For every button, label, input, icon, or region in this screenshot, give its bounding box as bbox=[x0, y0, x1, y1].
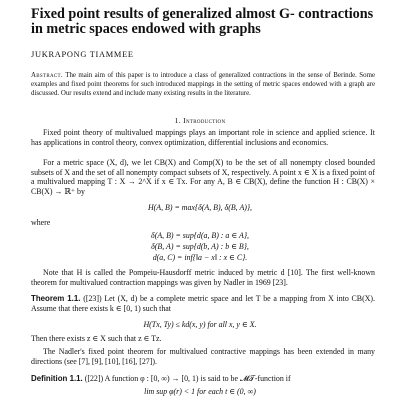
intro-paragraph-4: The Nadler's fixed point theorem for multivalued contractive mappings has been extended in many directions (see [7], [9], [10], [16], [27]). bbox=[31, 347, 375, 366]
theorem-text: ([23]) Let (X, d) be a complete metric space and let T be a mapping from X into CB(X). Assume that there exists k ∈ [0, 1) such that bbox=[31, 294, 375, 313]
abstract-text: The main aim of this paper is to introduce a class of generalized contractions in the sense of Berinde. Some examples and fixed point theorems for such introduced mappings in the setting of metric spaces endowed with a graph are discussed. Our results extend and include many existing results in the literature. bbox=[31, 72, 375, 97]
equation-delta-ab: δ(A, B) = sup{d(a, B) : a ∈ A}, bbox=[151, 231, 249, 240]
equation-delta-ba: δ(B, A) = sup{d(b, A) : b ∈ B}, bbox=[151, 242, 249, 251]
theorem-equation: H(Tx, Ty) ≤ kd(x, y) for all x, y ∈ X. bbox=[143, 320, 257, 329]
theorem-1-1 bbox=[31, 294, 375, 313]
theorem-label: Theorem 1.1. bbox=[31, 294, 81, 303]
intro-paragraph-1: Fixed point theory of multivalued mappings plays an important role in science and applied science. It has applications in control theory, convex optimization, differential inclusions and economics. bbox=[31, 128, 375, 147]
section-heading: 1. Introduction bbox=[174, 116, 226, 125]
intro-paragraph-2: For a metric space (X, d), we let CB(X) and Comp(X) to be the set of all nonempty closed bounded subsets of X and the set of all nonempty compact subsets of X, respectively. A point x ∈ X is a fixed point of a multivalued mapping T : X → 2^X if x ∈ Tx. For any A, B ∈ CB(X), define the function H : CB(X) × CB(X) → ℝ⁺ by bbox=[31, 158, 375, 196]
abstract bbox=[31, 72, 375, 98]
where-text: where bbox=[31, 218, 51, 227]
author-name: JUKRAPONG TIAMMEE bbox=[31, 50, 134, 59]
equation-distance: d(a, C) = inf{‖a − x‖ : x ∈ C}. bbox=[152, 253, 248, 262]
definition-label: Definition 1.1. bbox=[31, 374, 83, 383]
abstract-label: Abstract. bbox=[31, 72, 63, 79]
definition-text: ([22]) A function φ : [0, ∞) → [0, 1) is said to be 𝓜𝒯-function if bbox=[84, 374, 291, 383]
definition-1-1 bbox=[31, 374, 375, 384]
intro-paragraph-3: Note that H is called the Pompeiu-Hausdorff metric induced by metric d [10]. The first well-known theorem for multivalued contraction mappings was given by Nadler in 1969 [23]. bbox=[31, 268, 375, 287]
paper-title: Fixed point results of generalized almost G- contractions in metric spaces endowed with graphs bbox=[31, 6, 374, 37]
equation-hausdorff: H(A, B) = max{δ(A, B), δ(B, A)}, bbox=[147, 203, 253, 212]
definition-equation: lim sup φ(r) < 1 for each t ∈ (0, ∞) bbox=[144, 387, 256, 396]
theorem-conclusion: Then there exists z ∈ X such that z ∈ Tz. bbox=[31, 334, 162, 343]
